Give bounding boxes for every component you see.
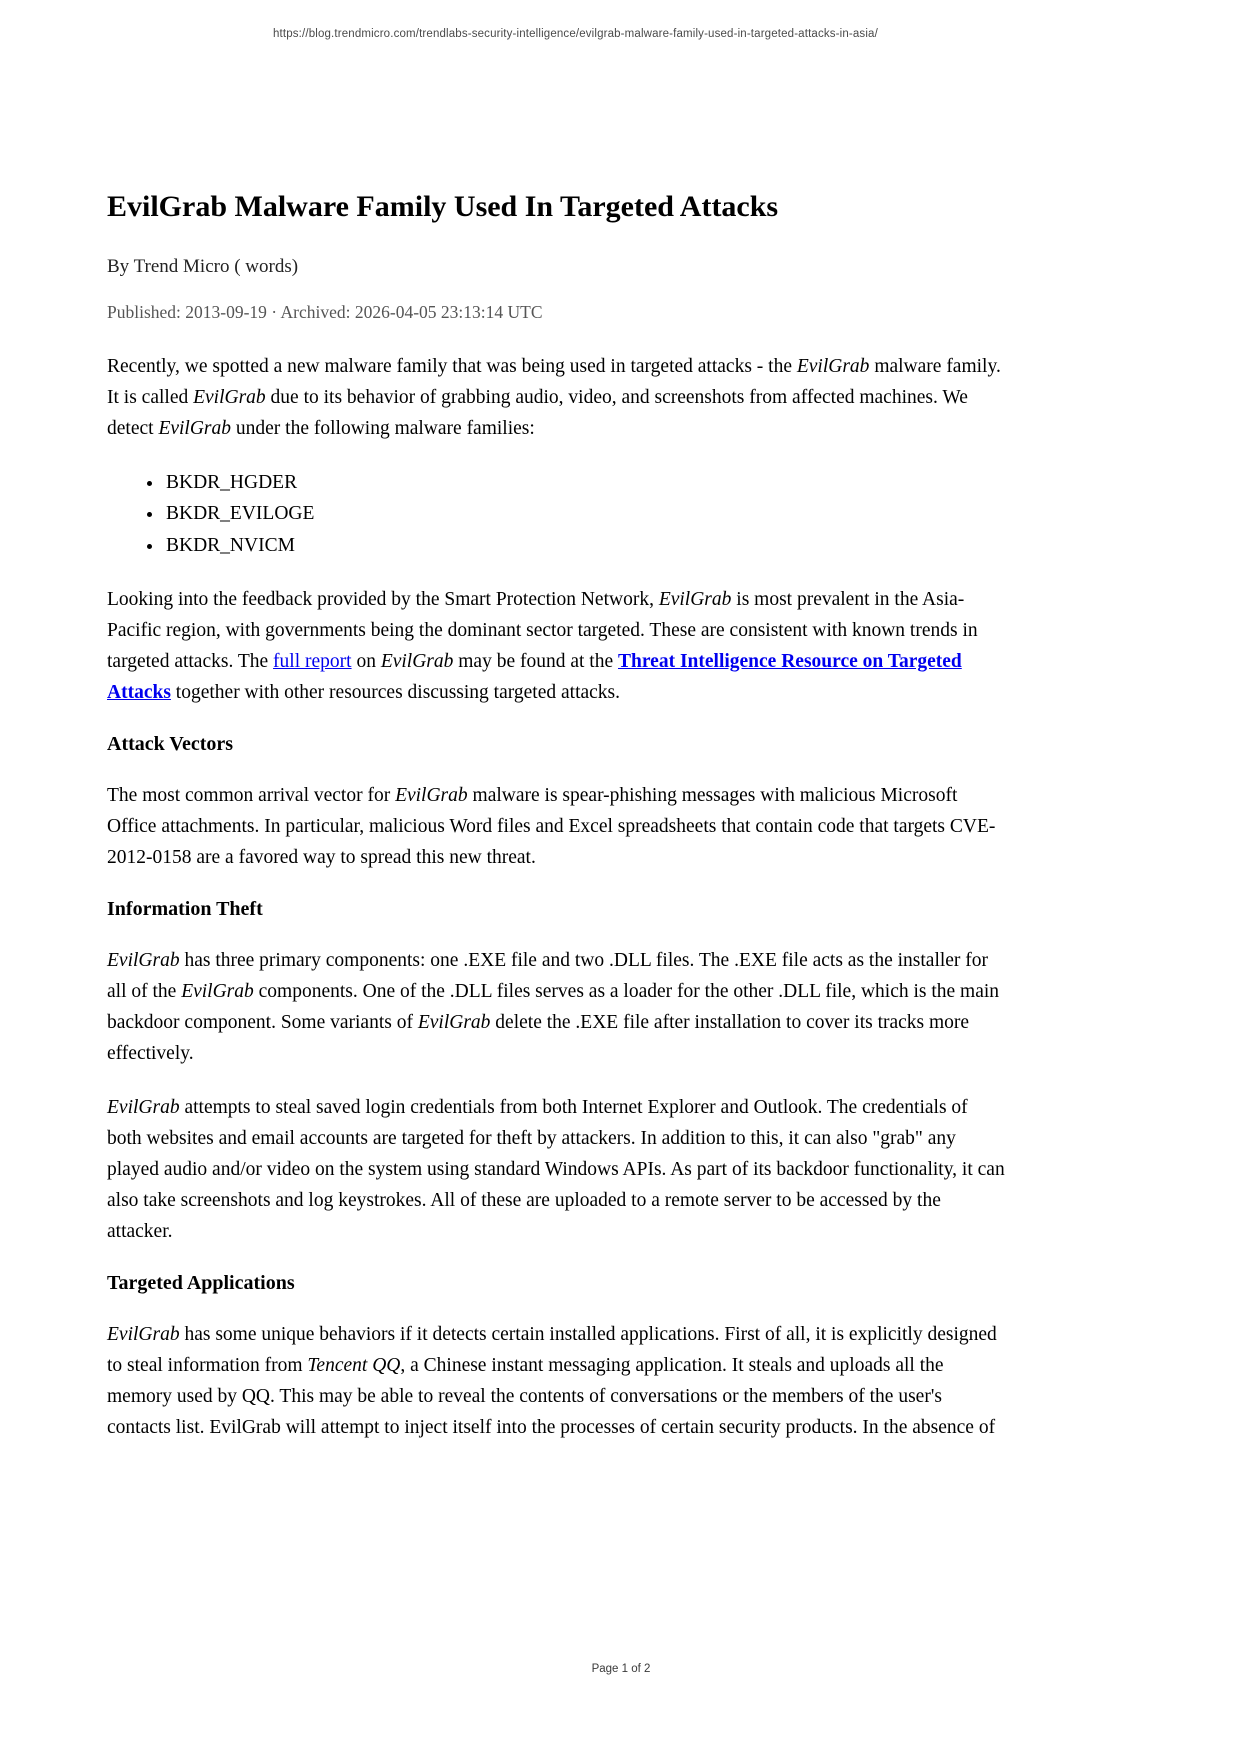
text-run: due to its behavior of grabbing audio, video, and screenshots from affected machines. We detect [107, 386, 968, 439]
paragraph [107, 1092, 1007, 1247]
text-run: , a Chinese instant messaging application. It steals and uploads all the memory used by QQ. This may be able to reveal the contents of conversations or the members of the user's contacts list. EvilGrab will attempt to inject itself into the processes of certain security products. In the absence of [107, 1355, 996, 1438]
italic-text: EvilGrab [107, 1097, 180, 1118]
inline-link[interactable]: Threat Intelligence Resource on Targeted Attacks [107, 651, 962, 703]
paragraph [107, 1319, 1007, 1443]
list-item: • BKDR_NVICM [164, 530, 1007, 562]
text-run: on [351, 651, 381, 672]
text-run: under the following malware families: [231, 417, 535, 439]
italic-text: EvilGrab [658, 589, 732, 610]
article [107, 188, 1007, 1466]
paragraph [107, 780, 1007, 873]
text-run: is most prevalent in the Asia-Pacific region, with governments being the dominant sector targeted. These are consistent with known trends in targeted attacks. The [107, 589, 978, 672]
text-run: together with other resources discussing targeted attacks. [170, 682, 621, 703]
italic-text: Tencent QQ [307, 1355, 401, 1376]
text-run: Looking into the feedback provided by the Smart Protection Network, [107, 589, 659, 610]
paragraph [107, 945, 1007, 1069]
text-run: components. One of the .DLL files serves as a loader for the other .DLL file, which is the main backdoor component. Some variants of [107, 981, 1000, 1033]
bullet-list [107, 467, 1007, 562]
italic-text: EvilGrab [107, 950, 180, 971]
article-body [107, 351, 1007, 1444]
text-run: attempts to steal saved login credentials from both Internet Explorer and Outlook. The credentials of both websites and email accounts are targeted for theft by attackers. In addition to this, it can also "grab" any played audio and/or video on the system using standard Windows APIs. As part of its backdoor functionality, it can also take screenshots and log keystrokes. All of these are uploaded to a remote server to be accessed by the attacker. [107, 1097, 1005, 1242]
inline-link[interactable]: full report [273, 651, 352, 672]
section-heading: Attack Vectors [107, 733, 234, 755]
list-item: • BKDR_HGDER [164, 467, 1007, 499]
meta-line: Published: 2013-09-19 · Archived: 2026-04-05 23:13:14 UTC [107, 301, 543, 322]
italic-text: EvilGrab [417, 1012, 491, 1033]
italic-text: EvilGrab [380, 651, 454, 672]
italic-text: EvilGrab [796, 355, 870, 377]
section-heading: Information Theft [107, 898, 263, 920]
paragraph [107, 584, 1007, 708]
list-item: • BKDR_EVILOGE [164, 498, 1007, 530]
italic-text: EvilGrab [395, 785, 468, 806]
byline: By Trend Micro ( words) [107, 255, 299, 277]
italic-text: EvilGrab [193, 386, 266, 408]
text-run: Recently, we spotted a new malware family that was being used in targeted attacks - the [107, 355, 797, 377]
text-run: has three primary components: one .EXE file and two .DLL files. The .EXE file acts as the installer for all of the [107, 950, 989, 1002]
text-run: may be found at the [453, 651, 619, 672]
italic-text: EvilGrab [107, 1324, 180, 1345]
page-url: https://blog.trendmicro.com/trendlabs-security-intelligence/evilgrab-malware-family-used-in-targeted-attacks-in-asia/ [273, 28, 878, 40]
section-heading: Targeted Applications [107, 1272, 295, 1294]
italic-text: EvilGrab [158, 417, 232, 439]
page-title: EvilGrab Malware Family Used In Targeted Attacks [107, 190, 779, 223]
text-run: has some unique behaviors if it detects certain installed applications. First of all, it is explicitly designed to steal information from [107, 1324, 997, 1376]
text-run: The most common arrival vector for [107, 785, 396, 806]
page-number: Page 1 of 2 [591, 1663, 651, 1675]
text-run: malware is spear-phishing messages with malicious Microsoft Office attachments. In particular, malicious Word files and Excel spreadsheets that contain code that targets CVE-2012-0158 are a favored way to spread this new threat. [107, 785, 996, 868]
text-run: delete the .EXE file after installation to cover its tracks more effectively. [107, 1012, 970, 1064]
text-run: malware family. It is called [107, 355, 1001, 408]
paragraph [107, 351, 1007, 444]
italic-text: EvilGrab [181, 981, 254, 1002]
